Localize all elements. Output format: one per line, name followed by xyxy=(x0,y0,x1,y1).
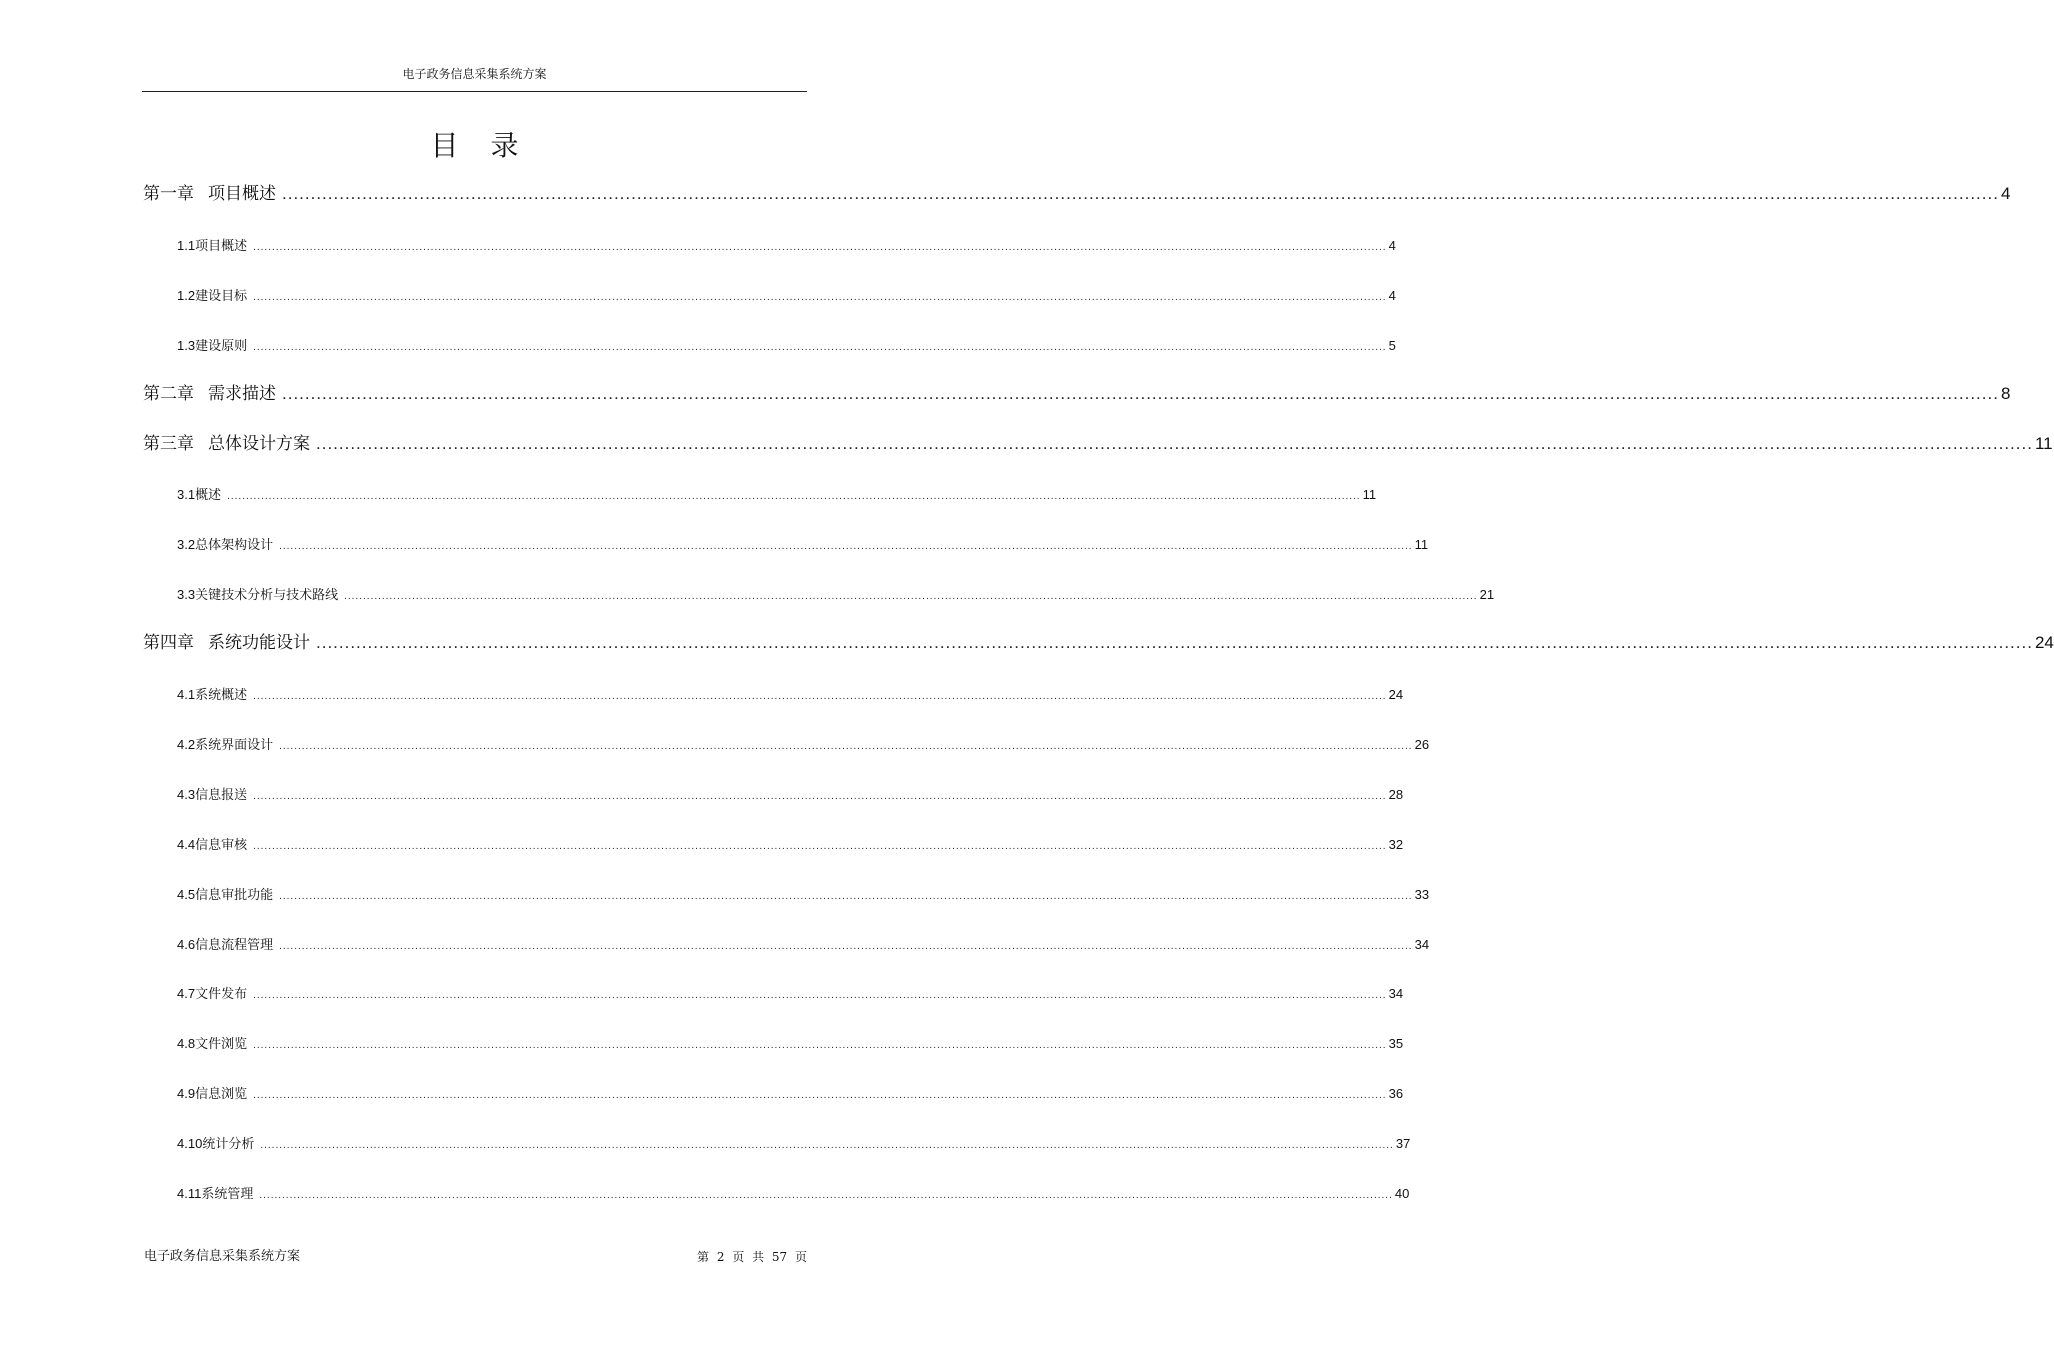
toc-entry-page: 35 xyxy=(1388,1036,1404,1052)
toc-entry-number: 4.6 xyxy=(177,936,196,952)
toc-entry-label: 信息审核 xyxy=(195,837,248,853)
dot-leader: ............................................................................................................................................................................................................................................................................................................ xyxy=(253,1090,1387,1102)
toc-entry[interactable] xyxy=(177,1185,1410,1205)
toc-entry-number: 4.10 xyxy=(177,1136,203,1152)
toc-entry[interactable] xyxy=(177,886,1430,906)
toc-entry-page: 21 xyxy=(1479,587,1495,603)
toc-entry-page: 24 xyxy=(2034,633,2054,653)
dot-leader: ............................................................................................................................................................................................................................................................................................................ xyxy=(253,990,1387,1002)
toc-entry-label: 文件浏览 xyxy=(195,1037,248,1053)
dot-leader: ............................................................................................................................................................................................................................................................................................................ xyxy=(253,691,1387,702)
dot-leader: ............................................................................................................................................................................................................................................................................................................ xyxy=(253,291,1387,303)
toc-entry-number: 1.1 xyxy=(177,237,196,253)
toc-entry-page: 28 xyxy=(1388,786,1404,802)
toc-entry-page: 11 xyxy=(1414,537,1429,553)
toc-entry-page: 26 xyxy=(1414,736,1430,752)
toc-entry[interactable] xyxy=(177,337,1396,357)
toc-entry-label: 系统管理 xyxy=(201,1187,254,1202)
toc-entry-label: 统计分析 xyxy=(202,1137,255,1153)
running-header: 电子政务信息采集系统方案 xyxy=(402,67,547,81)
toc-entry[interactable] xyxy=(143,433,2053,455)
toc-entry-number: 第一章 xyxy=(143,184,194,204)
dot-leader: ............................................................................................................................................................................................................................................................................................................ xyxy=(279,541,1413,553)
toc-entry-number: 第三章 xyxy=(143,433,194,454)
toc-entry-label: 总体架构设计 xyxy=(195,538,274,554)
toc-entry-label: 建设目标 xyxy=(195,288,248,304)
toc-entry[interactable] xyxy=(143,183,2011,205)
toc-entry-page: 40 xyxy=(1394,1186,1410,1201)
header-rule xyxy=(142,91,807,92)
toc-entry-label: 信息报送 xyxy=(195,787,248,803)
toc-entry-page: 32 xyxy=(1388,836,1404,852)
dot-leader: ............................................................................................................................................................................................................................................................................................................ xyxy=(282,383,1999,403)
toc-entry[interactable] xyxy=(177,736,1430,756)
toc-entry-number: 4.5 xyxy=(177,886,196,902)
toc-entry-label: 系统功能设计 xyxy=(208,633,310,654)
toc-entry[interactable] xyxy=(177,486,1377,506)
dot-leader: ............................................................................................................................................................................................................................................................................................................ xyxy=(282,184,1999,203)
toc-entry-number: 3.1 xyxy=(177,487,196,503)
dot-leader: ............................................................................................................................................................................................................................................................................................................ xyxy=(253,341,1387,353)
toc-entry[interactable] xyxy=(177,686,1404,706)
toc-entry[interactable] xyxy=(177,586,1495,606)
toc-entry-page: 8 xyxy=(2000,383,2011,403)
toc-entry[interactable] xyxy=(143,383,2011,405)
toc-entry[interactable] xyxy=(177,836,1404,856)
toc-entry-number: 4.4 xyxy=(177,836,196,852)
toc-entry-number: 4.3 xyxy=(177,786,196,802)
dot-leader: ............................................................................................................................................................................................................................................................................................................ xyxy=(279,940,1413,952)
dot-leader: ............................................................................................................................................................................................................................................................................................................ xyxy=(279,740,1413,752)
toc-entry[interactable] xyxy=(177,985,1404,1005)
toc-title: 目录 xyxy=(430,129,551,162)
toc-entry[interactable] xyxy=(177,237,1396,257)
toc-entry-page: 4 xyxy=(1388,237,1396,253)
toc-entry-number: 第四章 xyxy=(143,633,194,654)
toc-entry-page: 33 xyxy=(1414,886,1430,902)
dot-leader: ............................................................................................................................................................................................................................................................................................................ xyxy=(279,890,1413,902)
toc-entry-label: 信息审批功能 xyxy=(195,887,274,903)
toc-entry-page: 24 xyxy=(1388,687,1404,702)
toc-entry[interactable] xyxy=(177,1085,1404,1105)
toc-entry[interactable] xyxy=(177,936,1430,956)
toc-entry-number: 3.2 xyxy=(177,537,196,553)
toc-entry-number: 4.11 xyxy=(177,1186,202,1201)
toc-entry-label: 需求描述 xyxy=(208,383,276,404)
toc-entry-page: 34 xyxy=(1414,936,1430,952)
dot-leader: ............................................................................................................................................................................................................................................................................................................ xyxy=(253,1040,1387,1052)
toc-entry-label: 项目概述 xyxy=(208,184,276,204)
toc-entry-number: 第二章 xyxy=(143,383,194,404)
toc-entry-page: 36 xyxy=(1388,1086,1404,1102)
toc-entry-label: 建设原则 xyxy=(195,338,248,354)
toc-entry-page: 11 xyxy=(1362,487,1377,503)
toc-entry-number: 4.8 xyxy=(177,1036,196,1052)
dot-leader: ............................................................................................................................................................................................................................................................................................................ xyxy=(253,790,1387,802)
toc-entry-label: 系统界面设计 xyxy=(195,737,274,753)
dot-leader: ............................................................................................................................................................................................................................................................................................................ xyxy=(316,433,2033,453)
toc-entry-page: 34 xyxy=(1388,986,1404,1002)
toc-entry-label: 信息浏览 xyxy=(195,1087,248,1103)
toc-entry[interactable] xyxy=(177,536,1429,556)
toc-entry-number: 1.2 xyxy=(177,287,196,303)
toc-entry-label: 总体设计方案 xyxy=(208,433,310,454)
page-number: 第 2 页 共 57 页 xyxy=(697,1250,807,1264)
dot-leader: ............................................................................................................................................................................................................................................................................................................ xyxy=(259,1190,1393,1201)
toc-entry-number: 3.3 xyxy=(177,587,196,603)
dot-leader: ............................................................................................................................................................................................................................................................................................................ xyxy=(253,241,1387,253)
toc-entry-page: 11 xyxy=(2034,433,2053,453)
toc-entry-number: 1.3 xyxy=(177,337,196,353)
toc-entry-label: 信息流程管理 xyxy=(195,937,274,953)
toc-entry-label: 项目概述 xyxy=(195,238,248,254)
dot-leader: ............................................................................................................................................................................................................................................................................................................ xyxy=(316,633,2033,653)
toc-entry-page: 5 xyxy=(1388,337,1396,353)
toc-entry-number: 4.1 xyxy=(177,687,196,702)
dot-leader: ............................................................................................................................................................................................................................................................................................................ xyxy=(260,1140,1394,1152)
toc-entry-number: 4.9 xyxy=(177,1086,196,1102)
toc-entry[interactable] xyxy=(177,1035,1404,1055)
toc-entry[interactable] xyxy=(143,632,2054,654)
dot-leader: ............................................................................................................................................................................................................................................................................................................ xyxy=(227,491,1361,503)
toc-entry-label: 文件发布 xyxy=(195,987,248,1003)
toc-entry-number: 4.2 xyxy=(177,736,196,752)
toc-entry[interactable] xyxy=(177,786,1404,806)
dot-leader: ............................................................................................................................................................................................................................................................................................................ xyxy=(253,840,1387,852)
toc-entry-label: 系统概述 xyxy=(195,688,248,703)
toc-entry-page: 4 xyxy=(2000,184,2011,203)
dot-leader: ............................................................................................................................................................................................................................................................................................................ xyxy=(344,591,1478,603)
toc-entry[interactable] xyxy=(177,287,1396,307)
toc-entry-page: 37 xyxy=(1395,1136,1411,1152)
toc-entry[interactable] xyxy=(177,1135,1411,1155)
toc-entry-number: 4.7 xyxy=(177,986,196,1002)
toc-entry-label: 关键技术分析与技术路线 xyxy=(195,588,339,604)
toc-entry-page: 4 xyxy=(1388,287,1396,303)
footer-title: 电子政务信息采集系统方案 xyxy=(144,1249,301,1264)
toc-entry-label: 概述 xyxy=(195,488,222,504)
